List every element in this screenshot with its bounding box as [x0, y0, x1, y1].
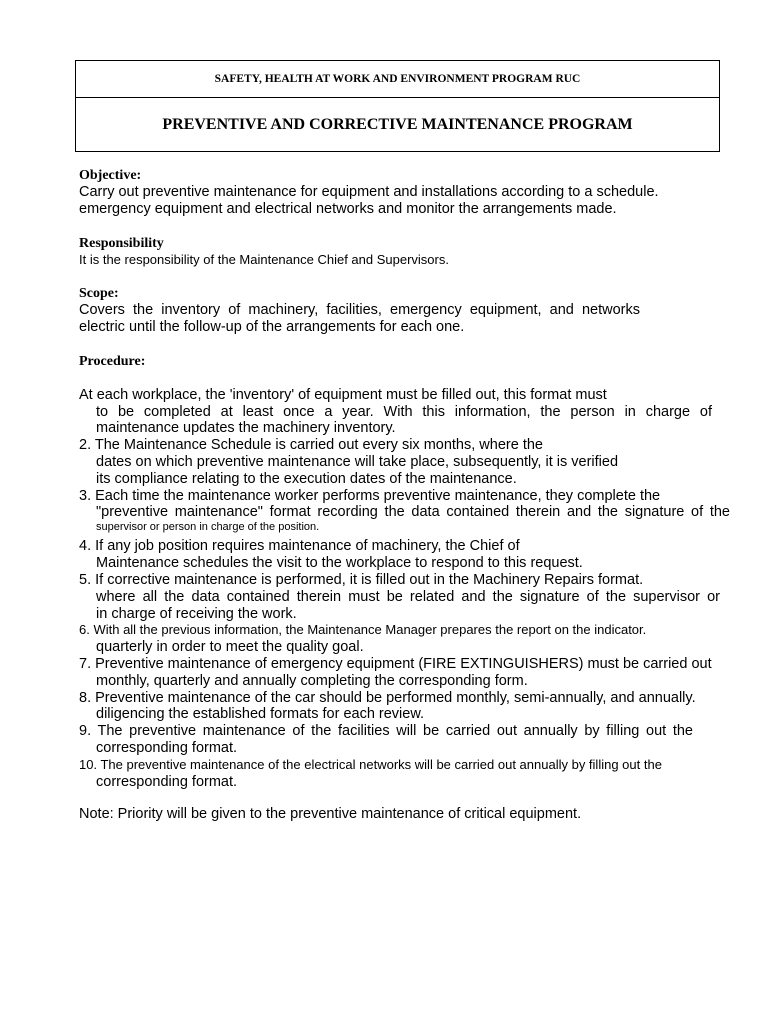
procedure-line: "preventive maintenance" format recording the data contained therein and the signature of the — [96, 504, 730, 520]
scope-line-2: electric until the follow-up of the arrangements for each one. — [79, 319, 465, 335]
procedure-line: corresponding format. — [96, 740, 238, 756]
note-text: Note: Priority will be given to the preventive maintenance of critical equipment. — [79, 806, 582, 822]
procedure-line: 10. The preventive maintenance of the electrical networks will be carried out annually by filling out the — [79, 757, 662, 772]
procedure-line: 9. The preventive maintenance of the facilities will be carried out annually by filling out the — [79, 723, 693, 739]
objective-line-1: Carry out preventive maintenance for equipment and installations according to a schedule. — [79, 184, 659, 200]
program-title: SAFETY, HEALTH AT WORK AND ENVIRONMENT PROGRAM RUC — [76, 61, 719, 98]
scope-line-1: Covers the inventory of machinery, facilities, emergency equipment, and networks — [79, 302, 640, 318]
procedure-line: 2. The Maintenance Schedule is carried out every six months, where the — [79, 437, 543, 453]
procedure-line: 4. If any job position requires maintenance of machinery, the Chief of — [79, 538, 520, 554]
document-header — [75, 60, 720, 152]
procedure-line: quarterly in order to meet the quality goal. — [96, 639, 364, 655]
objective-heading: Objective: — [79, 168, 142, 183]
procedure-line: 3. Each time the maintenance worker performs preventive maintenance, they complete the — [79, 488, 661, 504]
procedure-heading: Procedure: — [79, 354, 146, 369]
procedure-line: corresponding format. — [96, 774, 238, 790]
procedure-line: 6. With all the previous information, the Maintenance Manager prepares the report on the indicator. — [79, 622, 647, 637]
responsibility-heading: Responsibility — [79, 236, 164, 251]
procedure-line: maintenance updates the machinery inventory. — [96, 420, 396, 436]
procedure-line: At each workplace, the 'inventory' of equipment must be filled out, this format must — [79, 387, 607, 403]
procedure-line: to be completed at least once a year. With this information, the person in charge of — [96, 404, 712, 420]
objective-line-2: emergency equipment and electrical networks and monitor the arrangements made. — [79, 201, 617, 217]
procedure-line: diligencing the established formats for each review. — [96, 706, 425, 722]
procedure-line: 5. If corrective maintenance is performed, it is filled out in the Machinery Repairs format. — [79, 572, 644, 588]
procedure-line: 8. Preventive maintenance of the car should be performed monthly, semi-annually, and annually. — [79, 690, 696, 706]
procedure-line: supervisor or person in charge of the position. — [96, 521, 320, 533]
procedure-line: dates on which preventive maintenance will take place, subsequently, it is verified — [96, 454, 619, 470]
procedure-line: where all the data contained therein must be related and the signature of the supervisor or — [96, 589, 720, 605]
scope-heading: Scope: — [79, 286, 119, 301]
procedure-line: its compliance relating to the execution dates of the maintenance. — [96, 471, 517, 487]
procedure-line: 7. Preventive maintenance of emergency equipment (FIRE EXTINGUISHERS) must be carried out — [79, 656, 712, 672]
procedure-line: in charge of receiving the work. — [96, 606, 297, 622]
responsibility-line-1: It is the responsibility of the Maintenance Chief and Supervisors. — [79, 252, 449, 267]
document-title: PREVENTIVE AND CORRECTIVE MAINTENANCE PROGRAM — [162, 115, 633, 133]
procedure-line: Maintenance schedules the visit to the workplace to respond to this request. — [96, 555, 583, 571]
procedure-line: monthly, quarterly and annually completing the corresponding form. — [96, 673, 528, 689]
